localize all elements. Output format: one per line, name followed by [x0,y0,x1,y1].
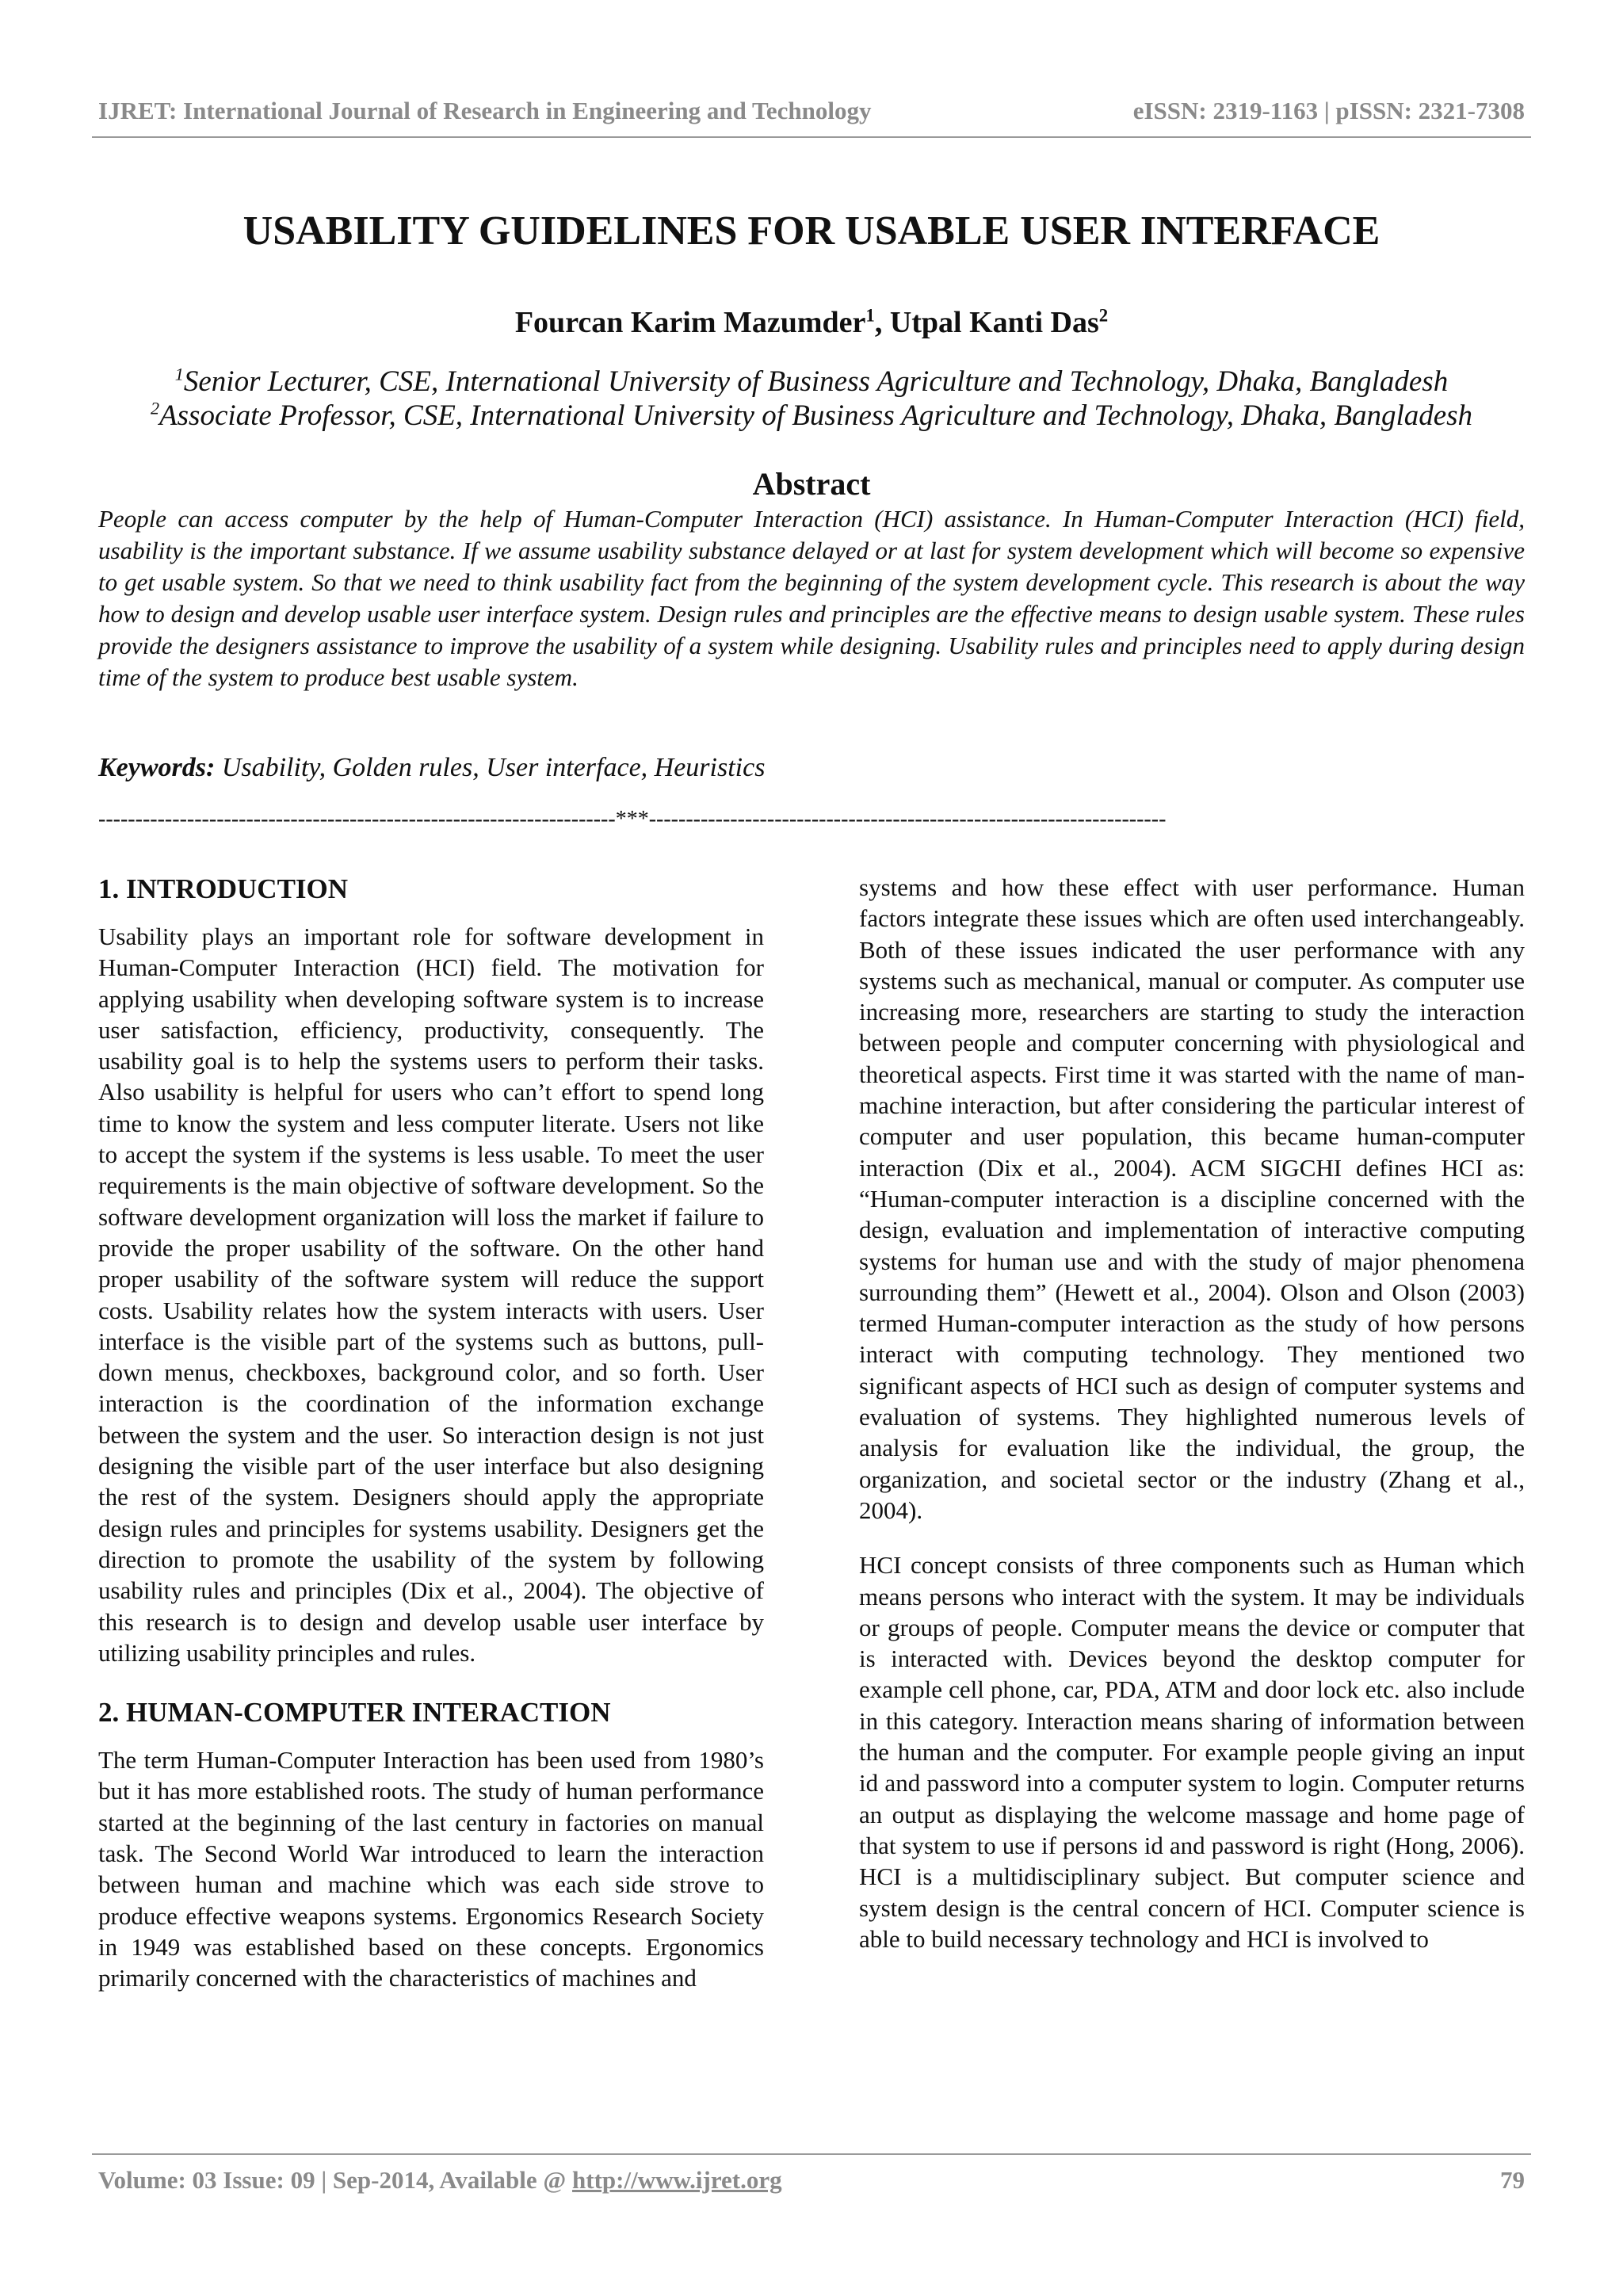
left-column [98,872,764,2018]
author-line [0,305,1623,340]
affiliation-1-text: Senior Lecturer, CSE, International University of Business Agriculture and Technology, Dhaka, Bangladesh [183,365,1449,398]
abstract-heading: Abstract [752,466,871,502]
section-divider: ----------------------------------------------------------------------***---------------------------------------------------------------------- [98,807,1167,831]
paper-title: USABILITY GUIDELINES FOR USABLE USER INTERFACE [242,208,1381,254]
right-paragraph-1: systems and how these effect with user performance. Human factors integrate these issues which are often used interchangeably. Both of these issues indicated the user performance with any systems such as mechanical, manual or computer. As computer use increasing more, researchers are starting to study the interaction between people and computer concerning with physiological and theoretical aspects. First time it was started with the name of man-machine interaction, but after considering the particular interest of computer and user population, this became human-computer interaction (Dix et al., 2004). ACM SIGCHI defines HCI as: “Human-computer interaction is a discipline concerned with the design, evaluation and implementation of interactive computing systems for human use and with the study of major phenomena surrounding them” (Hewett et al., 2004). Olson and Olson (2003) termed Human-computer interaction as the study of how persons interact with computing technology. They mentioned two significant aspects of HCI such as design of computer systems and evaluation of systems. They highlighted numerous levels of analysis for evaluation like the individual, the group, the organization, and societal sector or the industry (Zhang et al., 2004). [859,873,1525,1524]
abstract-text: People can access computer by the help of Human-Computer Interaction (HCI) assistance. In Human-Computer Interaction (HCI) field, usability is the important substance. If we assume usability substance delayed or at last for system development which will become so expensive to get usable system. So that we need to think usability fact from the beginning of the system development cycle. This research is about the way how to design and develop usable user interface system. Design rules and principles are the effective means to design usable system. These rules provide the designers assistance to improve the usability of a system while designing. Usability rules and principles need to apply during design time of the system to produce best usable system. [98,505,1525,691]
footer-rule [92,2153,1531,2155]
affiliation-2-sup: 2 [150,398,160,418]
author-separator: , [874,306,890,339]
footer-url-link[interactable]: http://www.ijret.org [572,2166,782,2194]
intro-paragraph: Usability plays an important role for software development in Human-Computer Interaction (HCI) field. The motivation for applying usability when developing software system is to increase user satisfaction, efficiency, productivity, consequently. The usability goal is to help the systems users to perform their tasks. Also usability is helpful for users who can’t effort to spend long time to know the system and less computer literate. Users not like to accept the system if the systems is less usable. To meet the user requirements is the main objective of software development. So the software development organization will loss the market if failure to provide the proper usability of the software. On the other hand proper usability of the software system will reduce the support costs. Usability relates how the system interacts with users. User interface is the visible part of the systems such as buttons, pull-down menus, checkboxes, background color, and so forth. User interaction is the coordination of the information exchange between the system and the user. So interaction design is not just designing the visible part of the user interface but also designing the rest of the system. Designers should apply the appropriate design rules and principles for systems usability. Designers get the direction to promote the usability of the system by following usability rules and principles (Dix et al., 2004). The objective of this research is to design and develop usable user interface by utilizing usability principles and rules. [98,923,764,1667]
author-2: Utpal Kanti Das [889,306,1099,339]
right-paragraph-2: HCI concept consists of three components such as Human which means persons who interact with the system. It may be individuals or groups of people. Computer means the device or computer that is interacted with. Devices beyond the desktop computer for example cell phone, car, PDA, ATM and door lock etc. also include in this category. Interaction means sharing of information between the human and the computer. For example people giving an input id and password into a computer system to login. Computer returns an output as displaying the welcome massage and home page of that system to use if persons id and password is right (Hong, 2006). HCI is a multidisciplinary subject. But computer science and system design is the central concern of HCI. Computer science is able to build necessary technology and HCI is involved to [859,1551,1525,1953]
intro-heading: 1. INTRODUCTION [98,873,349,904]
issn-info: eISSN: 2319-1163 | pISSN: 2321-7308 [1132,97,1525,124]
right-column [859,872,1525,1978]
journal-name: IJRET: International Journal of Research in Engineering and Technology [98,97,872,124]
affiliation-2-text: Associate Professor, CSE, International University of Business Agriculture and Technology, Dhaka, Bangladesh [159,399,1473,432]
author-1-sup: 1 [865,305,875,326]
affiliation-1 [0,365,1623,399]
hci-paragraph: The term Human-Computer Interaction has been used from 1980’s but it has more established roots. The study of human performance started at the beginning of the last century in factories on manual task. The Second World War introduced to learn the interaction between human and machine which was each side strove to produce effective weapons systems. Ergonomics Research Society in 1949 was established based on these concepts. Ergonomics primarily concerned with the characteristics of machines and [98,1746,764,1992]
author-2-sup: 2 [1098,305,1109,326]
hci-heading: 2. HUMAN-COMPUTER INTERACTION [98,1697,611,1729]
keywords [98,753,765,783]
affiliation-2 [0,399,1623,433]
header-rule [92,136,1531,138]
page-number: 79 [1500,2166,1525,2194]
footer-volume-text: Volume: 03 Issue: 09 | Sep-2014, Available @ [98,2166,573,2194]
affiliation-1-sup: 1 [174,364,184,384]
keywords-label: Keywords: [98,753,216,782]
author-1: Fourcan Karim Mazumder [514,306,866,339]
footer-volume [98,2166,782,2195]
keywords-text: Usability, Golden rules, User interface, Heuristics [215,753,766,782]
